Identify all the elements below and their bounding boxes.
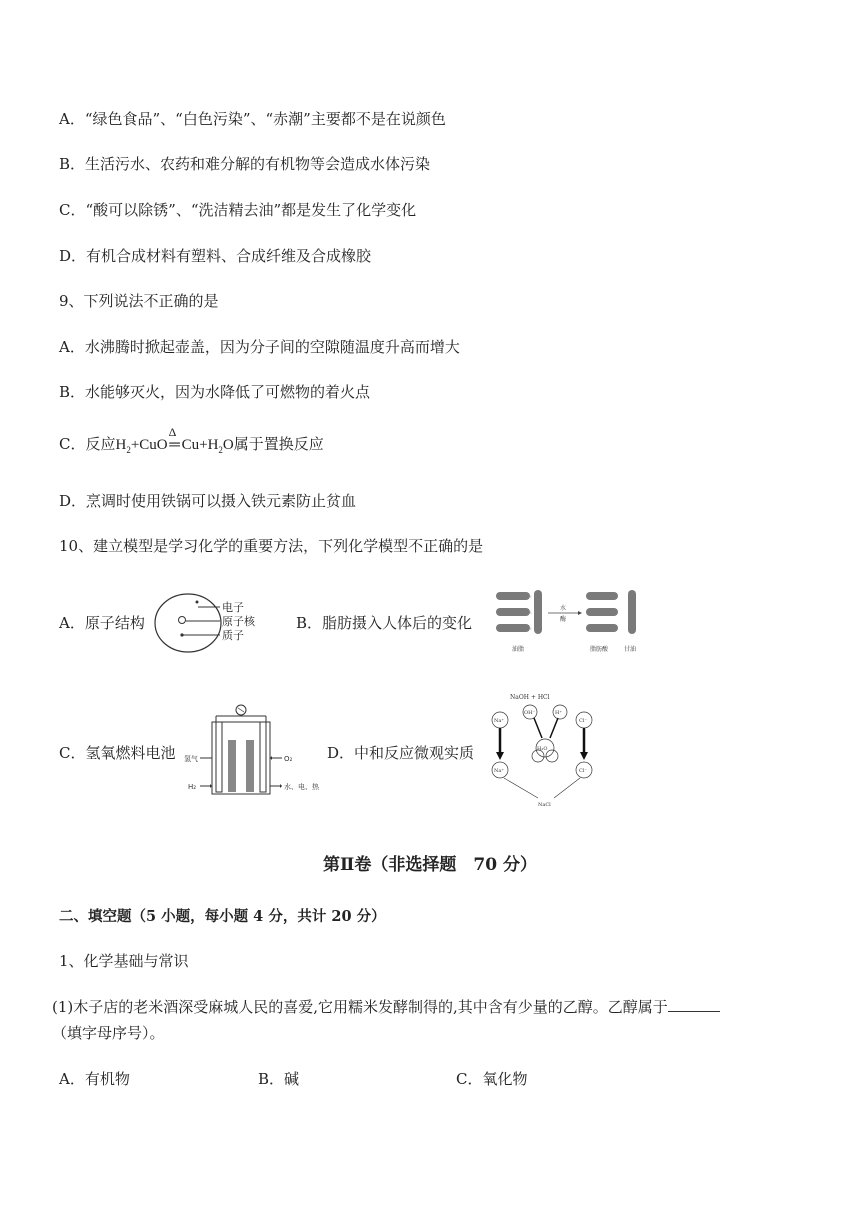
q9-option-d: D．烹调时使用铁锅可以摄入铁元素防止贫血 (59, 492, 357, 510)
oh-ion: OH⁻ (524, 710, 536, 716)
q9-option-c-prefix: C．反应 (59, 435, 116, 453)
hydrogen-label: 氢气 (184, 755, 198, 763)
q9-option-c-suffix: 属于置换反应 (233, 435, 324, 453)
h-ion: H⁺ (555, 710, 562, 716)
answer-blank[interactable] (668, 997, 720, 1012)
h2-label: H₂ (188, 783, 197, 791)
arrow-water-label: 水 (560, 605, 567, 612)
q1-sub1-text: (1)木子店的老米酒深受麻城人民的喜爱,它用糯米发酵制得的,其中含有少量的乙醇。乙醇属于 (52, 998, 668, 1016)
option-b: B．碱 (258, 1070, 300, 1088)
q9-option-b: B．水能够灭火，因为水降低了可燃物的着火点 (59, 383, 371, 401)
atom-structure-figure (152, 590, 282, 654)
products-label: 水、电、热 (284, 783, 319, 791)
q10-option-a-label: A．原子结构 (59, 614, 145, 632)
section-heading: 二、填空题（5 小题，每小题 4 分，共计 20 分） (59, 908, 386, 925)
q8-option-c: C．“酸可以除锈”、“洗洁精去油”都是发生了化学变化 (59, 201, 417, 219)
option-c: C．氧化物 (456, 1070, 528, 1088)
fuel-cell-figure (184, 700, 330, 798)
q8-option-a: A．“绿色食品”、“白色污染”、“赤潮”主要都不是在说颜色 (59, 110, 446, 128)
q1-stem: 1、化学基础与常识 (59, 952, 189, 970)
q10-stem: 10、建立模型是学习化学的重要方法，下列化学模型不正确的是 (59, 537, 484, 555)
q10-option-c-label: C．氢氧燃料电池 (59, 744, 176, 762)
reactants-label: NaOH + HCl (510, 694, 550, 701)
q8-option-b: B．生活污水、农药和难分解的有机物等会造成水体污染 (59, 155, 431, 173)
neutralization-figure (488, 690, 604, 808)
q1-sub1-line2: （填字母序号）。 (52, 1024, 165, 1042)
q10-option-d-label: D．中和反应微观实质 (327, 744, 475, 762)
water-molecule: H₂O (537, 746, 548, 752)
option-a: A．有机物 (59, 1070, 130, 1088)
na-ion-bottom: Na⁺ (494, 768, 504, 774)
q9-option-a: A．水沸腾时掀起壶盖，因为分子间的空隙随温度升高而增大 (59, 338, 460, 356)
oxygen-label: O₂ (284, 755, 293, 763)
na-ion-top: Na⁺ (494, 718, 504, 724)
proton-label: 质子 (222, 629, 244, 642)
electron-label: 电子 (222, 601, 244, 614)
reaction-equation: $H_2+CuO$ ═ Δ $Cu+H_2O$ (115, 425, 234, 455)
q9-option-c (59, 425, 324, 455)
svg-text:×: × (528, 626, 533, 632)
q9-stem: 9、下列说法不正确的是 (59, 292, 219, 310)
arrow-enzyme-label: 酶 (560, 616, 567, 623)
q10-option-b-label: B．脂肪摄入人体后的变化 (296, 614, 473, 632)
q1-sub1 (52, 996, 720, 1017)
fat-label: 油脂 (512, 646, 525, 653)
q8-option-d: D．有机合成材料有塑料、合成纤维及合成橡胶 (59, 247, 372, 265)
part2-heading: 第Ⅱ卷（非选择题 70 分） (323, 855, 537, 875)
glycerol-label: 甘油 (624, 646, 637, 653)
svg-text:×: × (528, 610, 533, 616)
cl-ion-top: Cl⁻ (579, 718, 588, 724)
nucleus-label: 原子核 (222, 615, 255, 628)
fatty-acid-label: 脂肪酸 (590, 646, 609, 653)
nacl-label: NaCl (538, 802, 551, 808)
cl-ion-bottom: Cl⁻ (579, 768, 588, 774)
fat-digestion-figure (490, 588, 650, 658)
svg-text:×: × (528, 594, 533, 600)
